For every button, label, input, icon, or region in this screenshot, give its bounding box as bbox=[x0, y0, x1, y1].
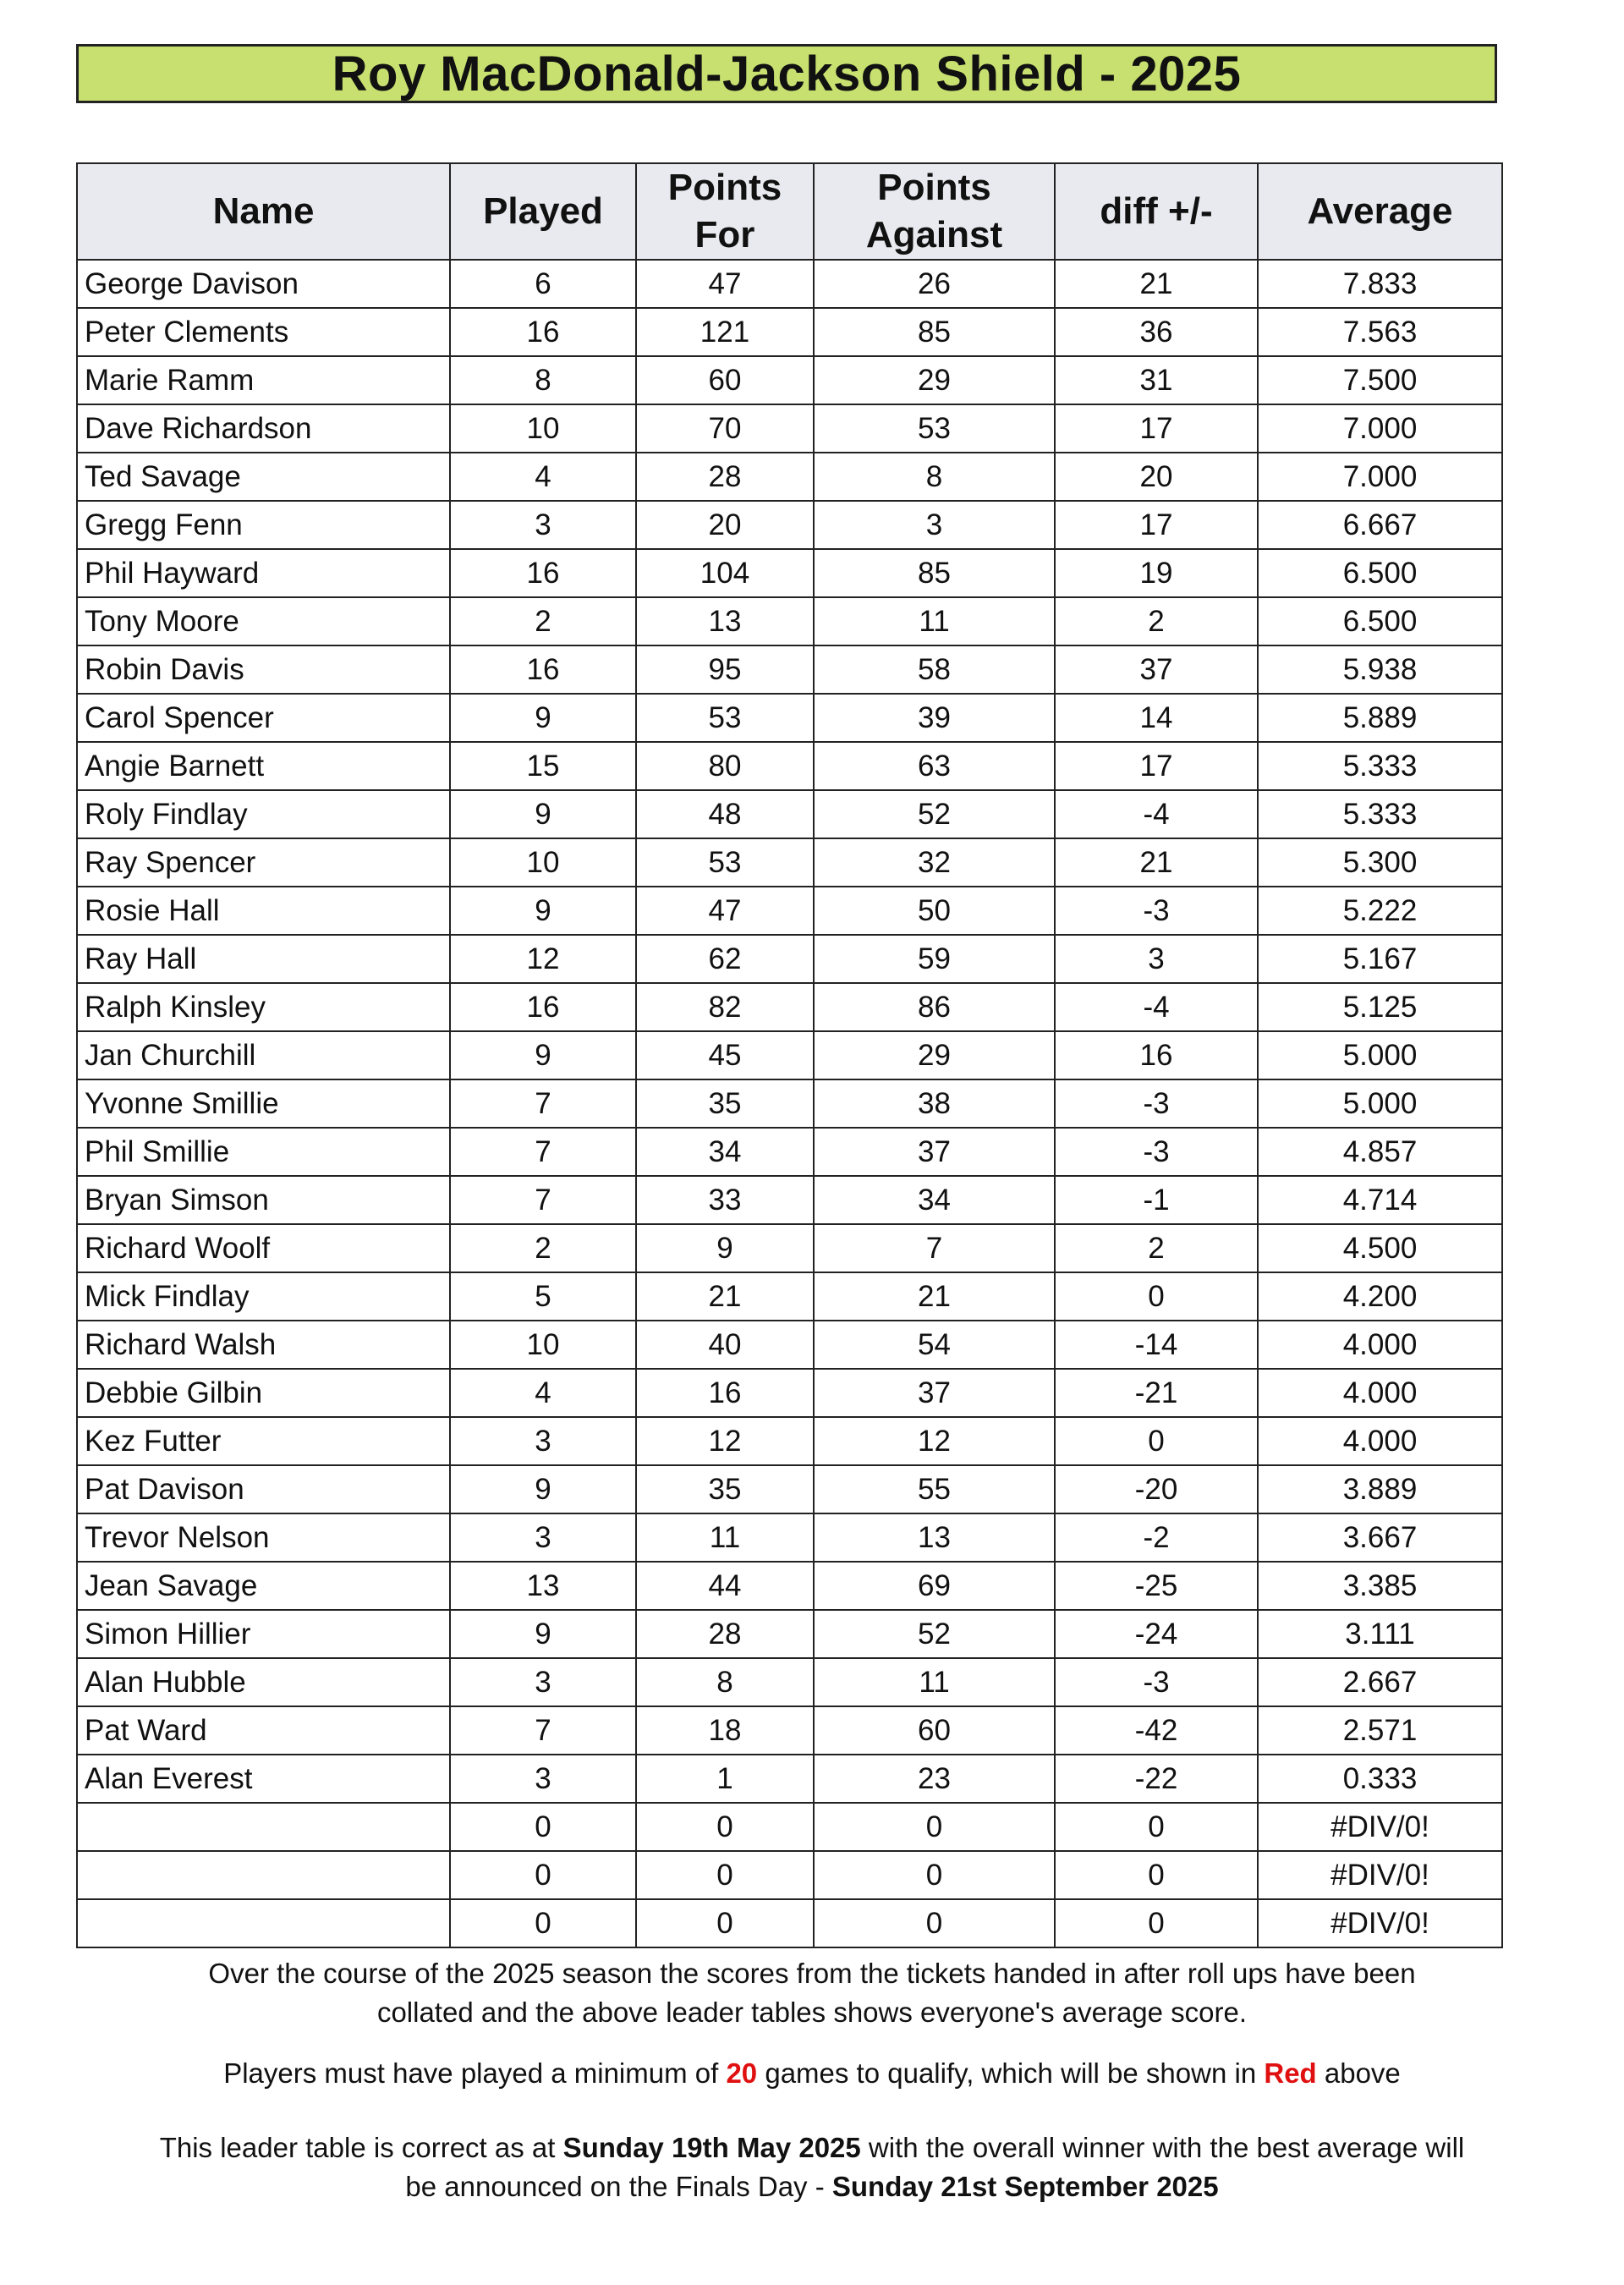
cell-played: 16 bbox=[450, 549, 636, 597]
cell-average: 7.500 bbox=[1258, 356, 1502, 404]
cell-name: Gregg Fenn bbox=[77, 501, 450, 549]
cell-points-against: 85 bbox=[814, 308, 1055, 356]
cell-played: 2 bbox=[450, 597, 636, 645]
cell-points-against: 53 bbox=[814, 404, 1055, 453]
cell-average: 5.300 bbox=[1258, 838, 1502, 887]
cell-average: 3.667 bbox=[1258, 1513, 1502, 1562]
cell-points-for: 28 bbox=[636, 1610, 814, 1658]
cell-played: 9 bbox=[450, 1031, 636, 1079]
date-note-line-2 bbox=[51, 2167, 1573, 2206]
cell-played: 2 bbox=[450, 1224, 636, 1272]
cell-average: 0.333 bbox=[1258, 1755, 1502, 1803]
cell-points-for: 47 bbox=[636, 260, 814, 308]
table-row bbox=[77, 1224, 1502, 1272]
cell-name: Peter Clements bbox=[77, 308, 450, 356]
cell-points-for: 45 bbox=[636, 1031, 814, 1079]
table-row bbox=[77, 356, 1502, 404]
cell-points-against: 3 bbox=[814, 501, 1055, 549]
cell-points-for: 18 bbox=[636, 1706, 814, 1755]
cell-name: Pat Davison bbox=[77, 1465, 450, 1513]
cell-points-for: 35 bbox=[636, 1079, 814, 1128]
table-row bbox=[77, 453, 1502, 501]
cell-diff: 3 bbox=[1055, 935, 1258, 983]
cell-diff: -22 bbox=[1055, 1755, 1258, 1803]
cell-points-against: 0 bbox=[814, 1803, 1055, 1851]
cell-average: 4.000 bbox=[1258, 1369, 1502, 1417]
cell-points-against: 69 bbox=[814, 1562, 1055, 1610]
cell-played: 10 bbox=[450, 1321, 636, 1369]
table-row bbox=[77, 1851, 1502, 1899]
cell-name: Jean Savage bbox=[77, 1562, 450, 1610]
cell-points-for: 8 bbox=[636, 1658, 814, 1706]
cell-points-for: 104 bbox=[636, 549, 814, 597]
col-header-played: Played bbox=[450, 163, 636, 260]
cell-name: Alan Everest bbox=[77, 1755, 450, 1803]
cell-average: 2.571 bbox=[1258, 1706, 1502, 1755]
cell-points-for: 62 bbox=[636, 935, 814, 983]
cell-average: 6.500 bbox=[1258, 549, 1502, 597]
table-row bbox=[77, 597, 1502, 645]
cell-diff: 0 bbox=[1055, 1803, 1258, 1851]
table-row bbox=[77, 1369, 1502, 1417]
cell-played: 15 bbox=[450, 742, 636, 790]
qualify-text-post: above bbox=[1316, 2057, 1401, 2089]
cell-points-for: 1 bbox=[636, 1755, 814, 1803]
cell-played: 6 bbox=[450, 260, 636, 308]
cell-played: 4 bbox=[450, 1369, 636, 1417]
cell-points-against: 39 bbox=[814, 694, 1055, 742]
qualify-games-count: 20 bbox=[726, 2057, 758, 2089]
cell-name: Debbie Gilbin bbox=[77, 1369, 450, 1417]
table-row bbox=[77, 1803, 1502, 1851]
cell-average: 5.333 bbox=[1258, 742, 1502, 790]
cell-diff: 17 bbox=[1055, 742, 1258, 790]
table-row bbox=[77, 694, 1502, 742]
cell-diff: 20 bbox=[1055, 453, 1258, 501]
cell-average: 4.000 bbox=[1258, 1417, 1502, 1465]
cell-average: 6.500 bbox=[1258, 597, 1502, 645]
correct-date: Sunday 19th May 2025 bbox=[562, 2132, 861, 2163]
cell-diff: 21 bbox=[1055, 838, 1258, 887]
cell-diff: -24 bbox=[1055, 1610, 1258, 1658]
col-header-points-against bbox=[814, 163, 1055, 260]
cell-diff: -4 bbox=[1055, 983, 1258, 1031]
points-for-line1: Points bbox=[667, 167, 782, 208]
cell-points-for: 60 bbox=[636, 356, 814, 404]
cell-points-against: 0 bbox=[814, 1851, 1055, 1899]
table-row bbox=[77, 838, 1502, 887]
cell-diff: 0 bbox=[1055, 1417, 1258, 1465]
table-row bbox=[77, 742, 1502, 790]
cell-points-for: 35 bbox=[636, 1465, 814, 1513]
cell-played: 3 bbox=[450, 501, 636, 549]
cell-diff: 17 bbox=[1055, 404, 1258, 453]
cell-played: 0 bbox=[450, 1899, 636, 1947]
cell-diff: -2 bbox=[1055, 1513, 1258, 1562]
table-row bbox=[77, 935, 1502, 983]
cell-played: 9 bbox=[450, 694, 636, 742]
cell-name: Alan Hubble bbox=[77, 1658, 450, 1706]
cell-points-against: 86 bbox=[814, 983, 1055, 1031]
cell-average: 3.111 bbox=[1258, 1610, 1502, 1658]
cell-points-against: 52 bbox=[814, 1610, 1055, 1658]
cell-diff: 0 bbox=[1055, 1899, 1258, 1947]
cell-played: 3 bbox=[450, 1658, 636, 1706]
col-header-name: Name bbox=[77, 163, 450, 260]
cell-played: 7 bbox=[450, 1706, 636, 1755]
cell-points-against: 85 bbox=[814, 549, 1055, 597]
date-note-line-1 bbox=[51, 2128, 1573, 2167]
cell-diff: 14 bbox=[1055, 694, 1258, 742]
cell-played: 3 bbox=[450, 1755, 636, 1803]
cell-points-for: 9 bbox=[636, 1224, 814, 1272]
cell-diff: -14 bbox=[1055, 1321, 1258, 1369]
table-row bbox=[77, 1513, 1502, 1562]
table-row bbox=[77, 1321, 1502, 1369]
cell-name: Ted Savage bbox=[77, 453, 450, 501]
cell-diff: -3 bbox=[1055, 1658, 1258, 1706]
cell-points-against: 38 bbox=[814, 1079, 1055, 1128]
cell-points-for: 47 bbox=[636, 887, 814, 935]
cell-diff: 21 bbox=[1055, 260, 1258, 308]
cell-name: Carol Spencer bbox=[77, 694, 450, 742]
cell-points-for: 95 bbox=[636, 645, 814, 694]
cell-name: Tony Moore bbox=[77, 597, 450, 645]
cell-name: Angie Barnett bbox=[77, 742, 450, 790]
cell-played: 7 bbox=[450, 1128, 636, 1176]
table-row bbox=[77, 1272, 1502, 1321]
cell-name: George Davison bbox=[77, 260, 450, 308]
cell-played: 10 bbox=[450, 838, 636, 887]
cell-average: #DIV/0! bbox=[1258, 1899, 1502, 1947]
cell-points-against: 37 bbox=[814, 1128, 1055, 1176]
cell-diff: 37 bbox=[1055, 645, 1258, 694]
qualify-note bbox=[51, 2054, 1573, 2093]
cell-name bbox=[77, 1851, 450, 1899]
cell-points-against: 11 bbox=[814, 1658, 1055, 1706]
cell-played: 12 bbox=[450, 935, 636, 983]
cell-points-for: 20 bbox=[636, 501, 814, 549]
table-row bbox=[77, 1079, 1502, 1128]
correct-text-post: with the overall winner with the best average will bbox=[860, 2132, 1465, 2163]
cell-played: 10 bbox=[450, 404, 636, 453]
cell-average: 7.563 bbox=[1258, 308, 1502, 356]
cell-average: 6.667 bbox=[1258, 501, 1502, 549]
cell-diff: 36 bbox=[1055, 308, 1258, 356]
cell-points-for: 12 bbox=[636, 1417, 814, 1465]
cell-played: 16 bbox=[450, 983, 636, 1031]
cell-played: 16 bbox=[450, 308, 636, 356]
cell-diff: -3 bbox=[1055, 1079, 1258, 1128]
finals-date: Sunday 21st September 2025 bbox=[831, 2171, 1219, 2202]
cell-points-against: 12 bbox=[814, 1417, 1055, 1465]
cell-name: Phil Smillie bbox=[77, 1128, 450, 1176]
cell-average: 4.200 bbox=[1258, 1272, 1502, 1321]
correct-text-pre: This leader table is correct as at bbox=[159, 2132, 563, 2163]
table-row bbox=[77, 501, 1502, 549]
cell-name: Trevor Nelson bbox=[77, 1513, 450, 1562]
table-row bbox=[77, 1176, 1502, 1224]
cell-name: Phil Hayward bbox=[77, 549, 450, 597]
cell-played: 4 bbox=[450, 453, 636, 501]
cell-name: Mick Findlay bbox=[77, 1272, 450, 1321]
cell-name: Dave Richardson bbox=[77, 404, 450, 453]
cell-points-against: 58 bbox=[814, 645, 1055, 694]
cell-points-against: 52 bbox=[814, 790, 1055, 838]
league-table bbox=[76, 162, 1503, 1948]
cell-name: Robin Davis bbox=[77, 645, 450, 694]
cell-points-for: 16 bbox=[636, 1369, 814, 1417]
cell-average: 5.222 bbox=[1258, 887, 1502, 935]
cell-diff: 2 bbox=[1055, 597, 1258, 645]
cell-played: 0 bbox=[450, 1851, 636, 1899]
cell-name: Ralph Kinsley bbox=[77, 983, 450, 1031]
table-row bbox=[77, 1610, 1502, 1658]
cell-points-for: 13 bbox=[636, 597, 814, 645]
cell-diff: -21 bbox=[1055, 1369, 1258, 1417]
cell-points-for: 34 bbox=[636, 1128, 814, 1176]
cell-name bbox=[77, 1899, 450, 1947]
cell-name: Pat Ward bbox=[77, 1706, 450, 1755]
cell-points-for: 11 bbox=[636, 1513, 814, 1562]
qualify-red-word: Red bbox=[1264, 2057, 1317, 2089]
cell-points-against: 32 bbox=[814, 838, 1055, 887]
col-header-average: Average bbox=[1258, 163, 1502, 260]
cell-average: 5.125 bbox=[1258, 983, 1502, 1031]
cell-points-against: 63 bbox=[814, 742, 1055, 790]
cell-played: 3 bbox=[450, 1513, 636, 1562]
cell-diff: 17 bbox=[1055, 501, 1258, 549]
cell-average: 7.833 bbox=[1258, 260, 1502, 308]
cell-diff: -3 bbox=[1055, 1128, 1258, 1176]
table-row bbox=[77, 1417, 1502, 1465]
cell-name: Rosie Hall bbox=[77, 887, 450, 935]
cell-points-against: 60 bbox=[814, 1706, 1055, 1755]
cell-diff: 2 bbox=[1055, 1224, 1258, 1272]
cell-played: 16 bbox=[450, 645, 636, 694]
cell-points-for: 53 bbox=[636, 694, 814, 742]
cell-name: Jan Churchill bbox=[77, 1031, 450, 1079]
cell-points-for: 44 bbox=[636, 1562, 814, 1610]
cell-average: 5.167 bbox=[1258, 935, 1502, 983]
cell-name: Yvonne Smillie bbox=[77, 1079, 450, 1128]
cell-average: #DIV/0! bbox=[1258, 1803, 1502, 1851]
table-header-row bbox=[77, 163, 1502, 260]
cell-name: Richard Woolf bbox=[77, 1224, 450, 1272]
table-row bbox=[77, 1899, 1502, 1947]
table-row bbox=[77, 983, 1502, 1031]
cell-average: 7.000 bbox=[1258, 404, 1502, 453]
table-row bbox=[77, 308, 1502, 356]
cell-diff: 16 bbox=[1055, 1031, 1258, 1079]
cell-points-against: 11 bbox=[814, 597, 1055, 645]
cell-points-for: 21 bbox=[636, 1272, 814, 1321]
cell-points-against: 34 bbox=[814, 1176, 1055, 1224]
cell-average: 3.385 bbox=[1258, 1562, 1502, 1610]
cell-diff: 31 bbox=[1055, 356, 1258, 404]
cell-played: 3 bbox=[450, 1417, 636, 1465]
cell-average: #DIV/0! bbox=[1258, 1851, 1502, 1899]
table-row bbox=[77, 790, 1502, 838]
cell-points-for: 33 bbox=[636, 1176, 814, 1224]
cell-average: 5.938 bbox=[1258, 645, 1502, 694]
cell-average: 5.333 bbox=[1258, 790, 1502, 838]
cell-average: 7.000 bbox=[1258, 453, 1502, 501]
col-header-diff: diff +/- bbox=[1055, 163, 1258, 260]
cell-diff: 19 bbox=[1055, 549, 1258, 597]
cell-played: 13 bbox=[450, 1562, 636, 1610]
cell-diff: -20 bbox=[1055, 1465, 1258, 1513]
cell-played: 9 bbox=[450, 1610, 636, 1658]
cell-name bbox=[77, 1803, 450, 1851]
cell-points-against: 7 bbox=[814, 1224, 1055, 1272]
table-row bbox=[77, 1658, 1502, 1706]
cell-points-for: 70 bbox=[636, 404, 814, 453]
cell-points-for: 0 bbox=[636, 1899, 814, 1947]
cell-name: Ray Hall bbox=[77, 935, 450, 983]
table-row bbox=[77, 1755, 1502, 1803]
cell-average: 5.000 bbox=[1258, 1031, 1502, 1079]
notes-paragraph bbox=[51, 1954, 1573, 2032]
cell-points-for: 0 bbox=[636, 1803, 814, 1851]
cell-played: 8 bbox=[450, 356, 636, 404]
cell-points-against: 55 bbox=[814, 1465, 1055, 1513]
table-row bbox=[77, 645, 1502, 694]
table-row bbox=[77, 549, 1502, 597]
cell-diff: -3 bbox=[1055, 887, 1258, 935]
cell-average: 3.889 bbox=[1258, 1465, 1502, 1513]
cell-average: 4.857 bbox=[1258, 1128, 1502, 1176]
page-title: Roy MacDonald-Jackson Shield - 2025 bbox=[76, 44, 1497, 103]
cell-diff: -1 bbox=[1055, 1176, 1258, 1224]
notes-line-1: Over the course of the 2025 season the scores from the tickets handed in after roll ups have been bbox=[208, 1958, 1416, 1989]
cell-points-against: 13 bbox=[814, 1513, 1055, 1562]
cell-average: 5.889 bbox=[1258, 694, 1502, 742]
cell-points-for: 80 bbox=[636, 742, 814, 790]
table-row bbox=[77, 1031, 1502, 1079]
notes-line-2: collated and the above leader tables shows everyone's average score. bbox=[376, 1997, 1248, 2028]
cell-diff: 0 bbox=[1055, 1272, 1258, 1321]
cell-average: 2.667 bbox=[1258, 1658, 1502, 1706]
cell-played: 7 bbox=[450, 1176, 636, 1224]
cell-average: 4.500 bbox=[1258, 1224, 1502, 1272]
cell-played: 9 bbox=[450, 1465, 636, 1513]
announce-text-pre: be announced on the Finals Day - bbox=[405, 2171, 832, 2202]
cell-played: 5 bbox=[450, 1272, 636, 1321]
cell-points-against: 59 bbox=[814, 935, 1055, 983]
cell-points-against: 23 bbox=[814, 1755, 1055, 1803]
cell-points-for: 28 bbox=[636, 453, 814, 501]
cell-average: 4.000 bbox=[1258, 1321, 1502, 1369]
cell-points-for: 53 bbox=[636, 838, 814, 887]
cell-name: Ray Spencer bbox=[77, 838, 450, 887]
cell-points-against: 0 bbox=[814, 1899, 1055, 1947]
table-row bbox=[77, 404, 1502, 453]
table-row bbox=[77, 1562, 1502, 1610]
cell-average: 5.000 bbox=[1258, 1079, 1502, 1128]
cell-points-for: 0 bbox=[636, 1851, 814, 1899]
cell-points-for: 48 bbox=[636, 790, 814, 838]
cell-played: 7 bbox=[450, 1079, 636, 1128]
cell-points-against: 29 bbox=[814, 1031, 1055, 1079]
cell-points-for: 82 bbox=[636, 983, 814, 1031]
cell-played: 9 bbox=[450, 887, 636, 935]
cell-diff: -42 bbox=[1055, 1706, 1258, 1755]
table-row bbox=[77, 1706, 1502, 1755]
cell-diff: -25 bbox=[1055, 1562, 1258, 1610]
date-note bbox=[51, 2128, 1573, 2206]
cell-points-against: 50 bbox=[814, 887, 1055, 935]
points-against-line2: Against bbox=[865, 214, 1003, 255]
qualify-text-pre: Players must have played a minimum of bbox=[223, 2057, 727, 2089]
points-for-line2: For bbox=[694, 214, 755, 255]
table-row bbox=[77, 260, 1502, 308]
qualify-text-mid: games to qualify, which will be shown in bbox=[757, 2057, 1265, 2089]
cell-points-for: 40 bbox=[636, 1321, 814, 1369]
cell-points-against: 26 bbox=[814, 260, 1055, 308]
cell-name: Roly Findlay bbox=[77, 790, 450, 838]
col-header-points-for bbox=[636, 163, 814, 260]
cell-diff: -4 bbox=[1055, 790, 1258, 838]
cell-played: 9 bbox=[450, 790, 636, 838]
table-row bbox=[77, 1128, 1502, 1176]
cell-points-against: 54 bbox=[814, 1321, 1055, 1369]
table-row bbox=[77, 1465, 1502, 1513]
cell-points-against: 29 bbox=[814, 356, 1055, 404]
cell-points-against: 8 bbox=[814, 453, 1055, 501]
cell-name: Kez Futter bbox=[77, 1417, 450, 1465]
cell-name: Simon Hillier bbox=[77, 1610, 450, 1658]
points-against-line1: Points bbox=[877, 167, 991, 208]
cell-points-for: 121 bbox=[636, 308, 814, 356]
cell-name: Marie Ramm bbox=[77, 356, 450, 404]
cell-diff: 0 bbox=[1055, 1851, 1258, 1899]
cell-points-against: 21 bbox=[814, 1272, 1055, 1321]
cell-average: 4.714 bbox=[1258, 1176, 1502, 1224]
cell-points-against: 37 bbox=[814, 1369, 1055, 1417]
cell-name: Richard Walsh bbox=[77, 1321, 450, 1369]
cell-name: Bryan Simson bbox=[77, 1176, 450, 1224]
cell-played: 0 bbox=[450, 1803, 636, 1851]
table-row bbox=[77, 887, 1502, 935]
